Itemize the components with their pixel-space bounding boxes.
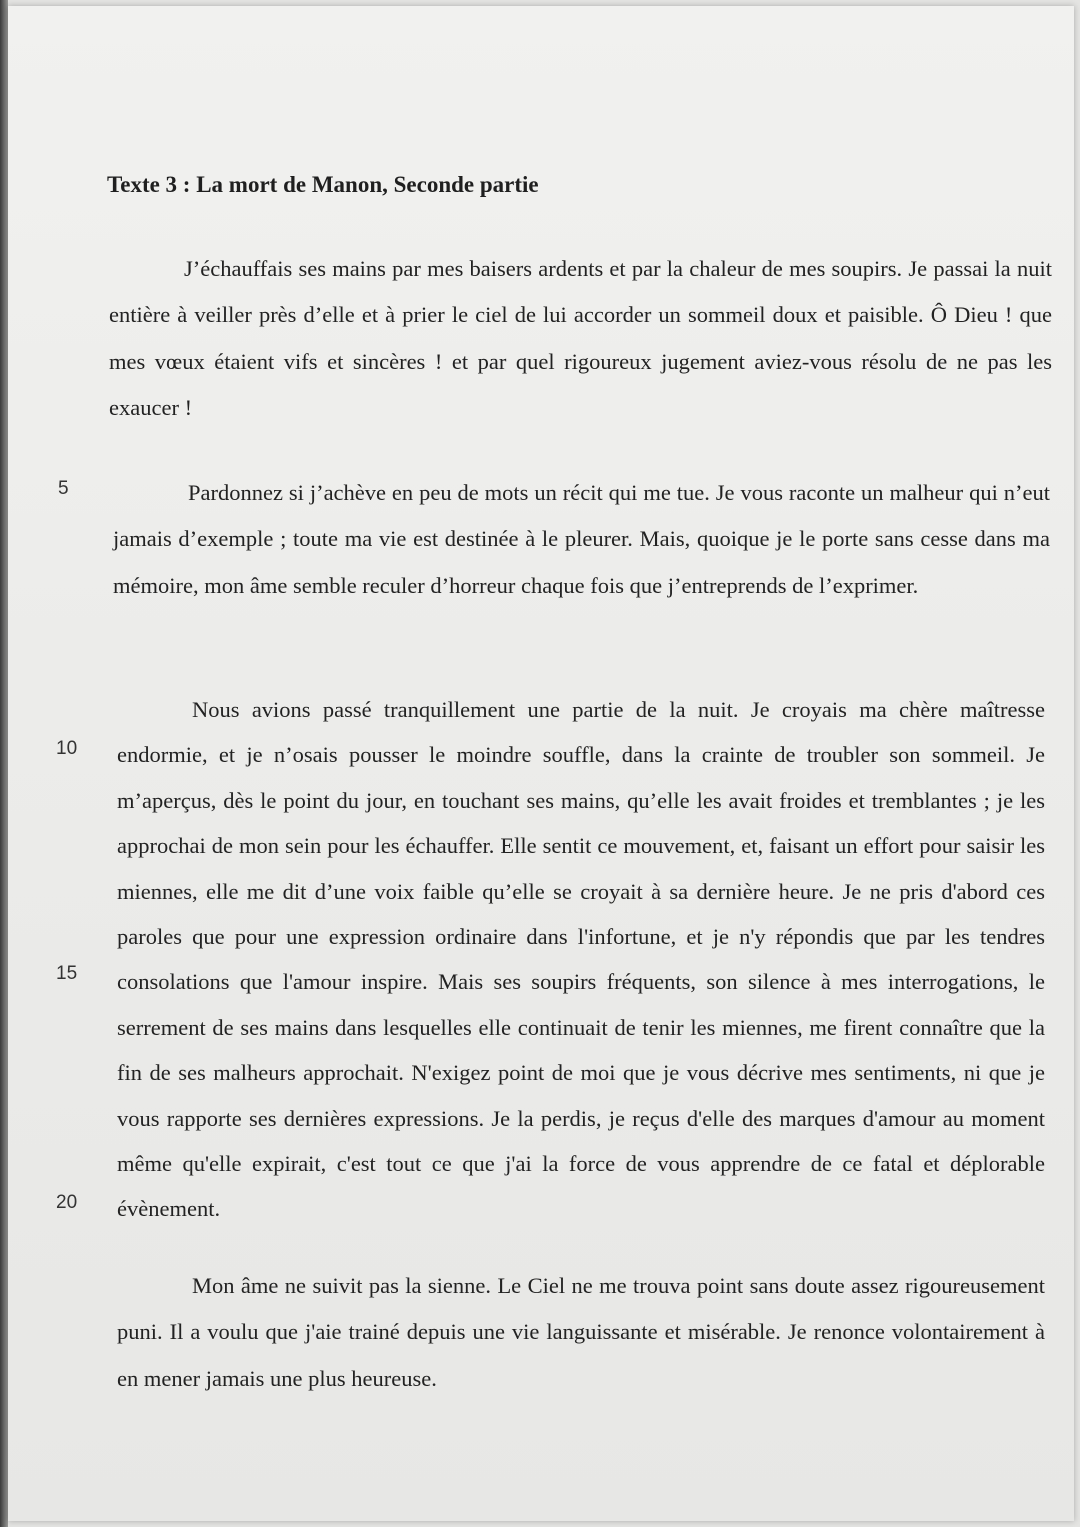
- line-number-20: 20: [56, 1192, 78, 1213]
- paragraph-3: [117, 687, 1045, 1232]
- paragraph-1-text: J’échauffais ses mains par mes baisers ardents et par la chaleur de mes soupirs. Je passai la nuit entière à veiller près d’elle et à prier le ciel de lui accorder un sommeil doux et paisible. Ô Dieu ! que mes vœux étaient vifs et sincères ! et par quel rigoureux jugement aviez-vous résolu de ne pas les exaucer !: [109, 256, 1052, 421]
- line-number-15: 15: [56, 963, 78, 984]
- paragraph-3-text: Nous avions passé tranquillement une partie de la nuit. Je croyais ma chère maîtresse endormie, et je n’osais pousser le moindre souffle, dans la crainte de troubler son sommeil. Je m’aperçus, dès le point du jour, en touchant ses mains, qu’elle les avait froides et tremblantes ; je les approchai de mon sein pour les échauffer. Elle sentit ce mouvement, et, faisant un effort pour saisir les miennes, elle me dit d’une voix faible qu’elle se croyait à sa dernière heure. Je ne pris d'abord ces paroles que pour une expression ordinaire dans l'infortune, et je n'y répondis que par les tendres consolations que l'amour inspire. Mais ses soupirs fréquents, son silence à mes interrogations, le serrement de ses mains dans lesquelles elle continuait de tenir les miennes, me firent connaître que la fin de ses malheurs approchait. N'exigez point de moi que je vous décrive mes sentiments, ni que je vous rapporte ses dernières expressions. Je la perdis, je reçus d'elle des marques d'amour au moment même qu'elle expirait, c'est tout ce que j'ai la force de vous apprendre de ce fatal et déplorable évènement.: [117, 697, 1045, 1222]
- paragraph-4-text: Mon âme ne suivit pas la sienne. Le Ciel ne me trouva point sans doute assez rigoureusement puni. Il a voulu que j'aie trainé depuis une vie languissante et misérable. Je renonce volontairement à en mener jamais une plus heureuse.: [117, 1273, 1045, 1391]
- paragraph-2-text: Pardonnez si j’achève en peu de mots un récit qui me tue. Je vous raconte un malheur qui n’eut jamais d’exemple ; toute ma vie est destinée à le pleurer. Mais, quoique je le porte sans cesse dans ma mémoire, mon âme semble reculer d’horreur chaque fois que j’entreprends de l’exprimer.: [113, 480, 1050, 598]
- line-number-5: 5: [58, 478, 69, 499]
- paragraph-1: [109, 246, 1052, 432]
- paragraph-4: [117, 1263, 1045, 1402]
- document-title: Texte 3 : La mort de Manon, Seconde partie: [107, 172, 539, 197]
- page-edge-shadow: [0, 0, 8, 1527]
- line-number-10: 10: [56, 738, 78, 759]
- paragraph-2: [113, 470, 1050, 609]
